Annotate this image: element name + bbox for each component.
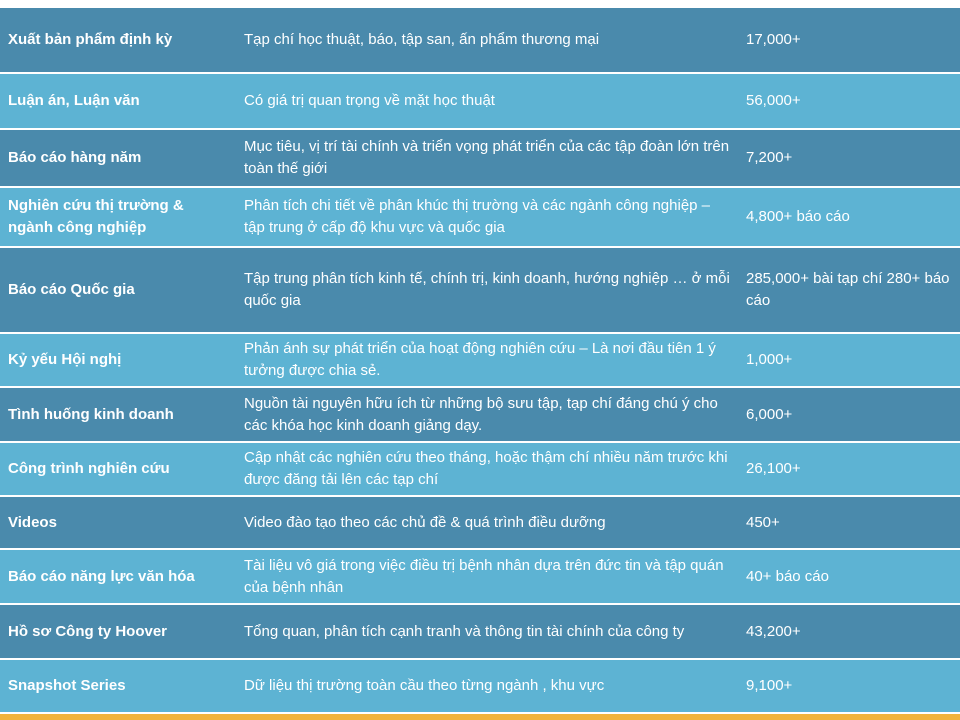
row-count: 43,200+ (746, 622, 801, 640)
row-description: Tài liệu vô giá trong việc điều trị bệnh nhân dựa trên đức tin và tập quán của bệnh nhân (244, 556, 724, 596)
row-category: Báo cáo Quốc gia (8, 281, 135, 298)
row-count: 450+ (746, 513, 780, 531)
table-row (0, 8, 960, 74)
row-description: Phân tích chi tiết về phân khúc thị trường và các ngành công nghiệp – tập trung ở cấp độ khu vực và quốc gia (244, 197, 711, 236)
row-category: Tình huống kinh doanh (8, 405, 174, 423)
row-count: 17,000+ (746, 31, 801, 48)
row-count: 26,100+ (746, 460, 801, 477)
table-row (0, 74, 960, 130)
row-count: 4,800+ báo cáo (746, 208, 850, 225)
row-description: Có giá trị quan trọng về mặt học thuật (244, 92, 495, 109)
row-category: Kỷ yếu Hội nghị (8, 351, 122, 368)
table-row (0, 388, 960, 443)
row-description: Dữ liệu thị trường toàn cầu theo từng ngành , khu vực (244, 677, 605, 694)
row-category: Hồ sơ Công ty Hoover (8, 622, 168, 640)
row-description: Video đào tạo theo các chủ đề & quá trình điều dưỡng (244, 513, 606, 531)
row-category: Videos (8, 513, 57, 531)
row-category: Báo cáo hàng năm (8, 149, 142, 166)
row-count: 7,200+ (746, 149, 793, 166)
row-count: 6,000+ (746, 405, 793, 423)
row-category: Xuất bản phẩm định kỳ (8, 31, 173, 48)
table-row (0, 130, 960, 188)
table-row (0, 248, 960, 334)
table-row (0, 334, 960, 388)
row-description: Tập trung phân tích kinh tế, chính trị, kinh doanh, hướng nghiệp … ở mỗi quốc gia (244, 270, 730, 309)
content-table (0, 8, 960, 712)
row-description: Nguồn tài nguyên hữu ích từ những bộ sưu tập, tạp chí đáng chú ý cho các khóa học kinh doanh giảng dạy. (244, 394, 718, 434)
table-row (0, 188, 960, 248)
row-count: 56,000+ (746, 92, 801, 109)
row-count: 9,100+ (746, 677, 793, 694)
row-description: Tổng quan, phân tích cạnh tranh và thông tin tài chính của công ty (244, 622, 685, 640)
row-category: Công trình nghiên cứu (8, 460, 170, 477)
row-description: Phản ánh sự phát triển của hoạt động nghiên cứu – Là nơi đầu tiên 1 ý tưởng được chia sẻ. (244, 340, 716, 379)
row-category: Nghiên cứu thị trường & ngành công nghiệp (8, 197, 184, 236)
row-count: 40+ báo cáo (746, 567, 829, 585)
row-count: 285,000+ bài tạp chí 280+ báo cáo (746, 270, 950, 309)
table-row (0, 497, 960, 550)
table-row (0, 660, 960, 712)
bottom-accent-bar (0, 714, 960, 720)
row-category: Snapshot Series (8, 677, 126, 694)
row-category: Luận án, Luận văn (8, 92, 140, 109)
row-description: Mục tiêu, vị trí tài chính và triển vọng phát triển của các tập đoàn lớn trên toàn thế giới (244, 138, 730, 177)
table-row (0, 605, 960, 660)
table-row (0, 550, 960, 605)
row-count: 1,000+ (746, 351, 793, 368)
row-description: Tạp chí học thuật, báo, tập san, ấn phẩm thương mại (244, 31, 600, 48)
table-row (0, 443, 960, 497)
row-category: Báo cáo năng lực văn hóa (8, 567, 195, 585)
row-description: Cập nhật các nghiên cứu theo tháng, hoặc thậm chí nhiều năm trước khi được đăng tải lên các tạp chí (244, 449, 728, 488)
